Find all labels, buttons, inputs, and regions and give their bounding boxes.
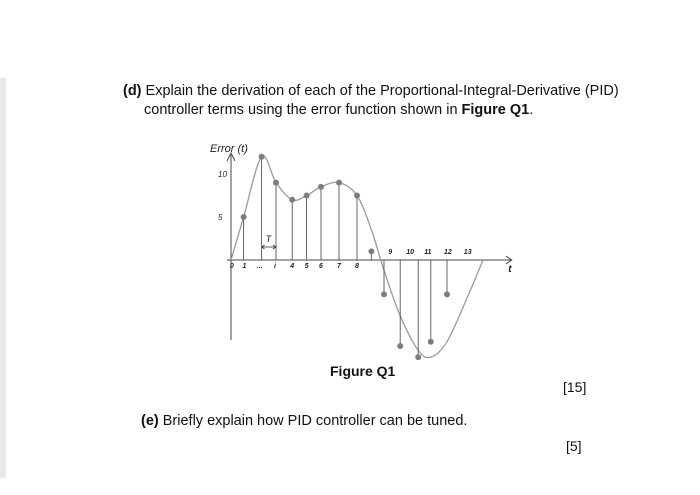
sample-point-9 — [381, 291, 387, 297]
x-tick-label: 6 — [319, 263, 323, 270]
y-tick-label: 10 — [218, 170, 227, 179]
sample-point-12 — [428, 339, 434, 345]
question-d-marks: [15] — [563, 379, 587, 395]
question-d-text-1: Explain the derivation of each of the Proportional-Integral-Derivative (PID) — [145, 83, 619, 99]
sample-point-10 — [397, 343, 403, 349]
figure-caption: Figure Q1 — [330, 363, 396, 379]
sample-point-6 — [336, 180, 342, 186]
x-tick-label: 12 — [444, 249, 452, 256]
sample-point-7 — [354, 193, 360, 199]
question-e-text: Briefly explain how PID controller can be tuned. — [162, 413, 468, 429]
y-tick-label: 5 — [218, 213, 223, 222]
sample-point-11 — [415, 354, 421, 360]
sample-point-13 — [444, 291, 450, 297]
sample-point-5 — [318, 184, 324, 190]
x-tick-label: ... — [256, 263, 263, 270]
sample-point-8 — [368, 248, 374, 254]
sample-point-3 — [289, 197, 295, 203]
period-label: T — [265, 234, 272, 244]
sample-point-4 — [304, 193, 310, 199]
page-edge-strip — [0, 78, 6, 478]
x-tick-label: 7 — [337, 263, 341, 270]
question-e — [141, 412, 467, 431]
x-tick-label: 0 — [229, 263, 234, 270]
question-d-figure-ref: Figure Q1 — [461, 102, 530, 118]
sample-point-2 — [273, 180, 279, 186]
x-axis-label: t — [508, 264, 512, 275]
sample-point-0 — [241, 214, 247, 220]
x-tick-label: 9 — [388, 249, 393, 256]
y-axis-label: Error (t) — [210, 143, 248, 155]
question-d-text-end: . — [529, 102, 534, 118]
x-tick-label: 1 — [242, 263, 247, 270]
x-tick-label: 11 — [424, 249, 432, 256]
question-d-label: (d) — [123, 83, 142, 99]
x-tick-label: 5 — [304, 263, 309, 270]
chart-marks — [231, 154, 483, 360]
x-tick-label: 10 — [406, 249, 414, 256]
question-e-marks: [5] — [566, 438, 582, 454]
x-tick-label: i — [274, 263, 276, 270]
question-d-line-2 — [123, 101, 643, 120]
x-tick-label: 4 — [290, 263, 295, 270]
x-tick-label: 13 — [463, 249, 472, 256]
question-e-label: (e) — [141, 413, 159, 429]
x-tick-label: 8 — [355, 263, 359, 270]
error-function-chart — [205, 135, 525, 360]
question-d — [123, 82, 643, 120]
sample-point-1 — [259, 154, 265, 160]
question-d-text-2: controller terms using the error function shown in — [144, 102, 462, 118]
